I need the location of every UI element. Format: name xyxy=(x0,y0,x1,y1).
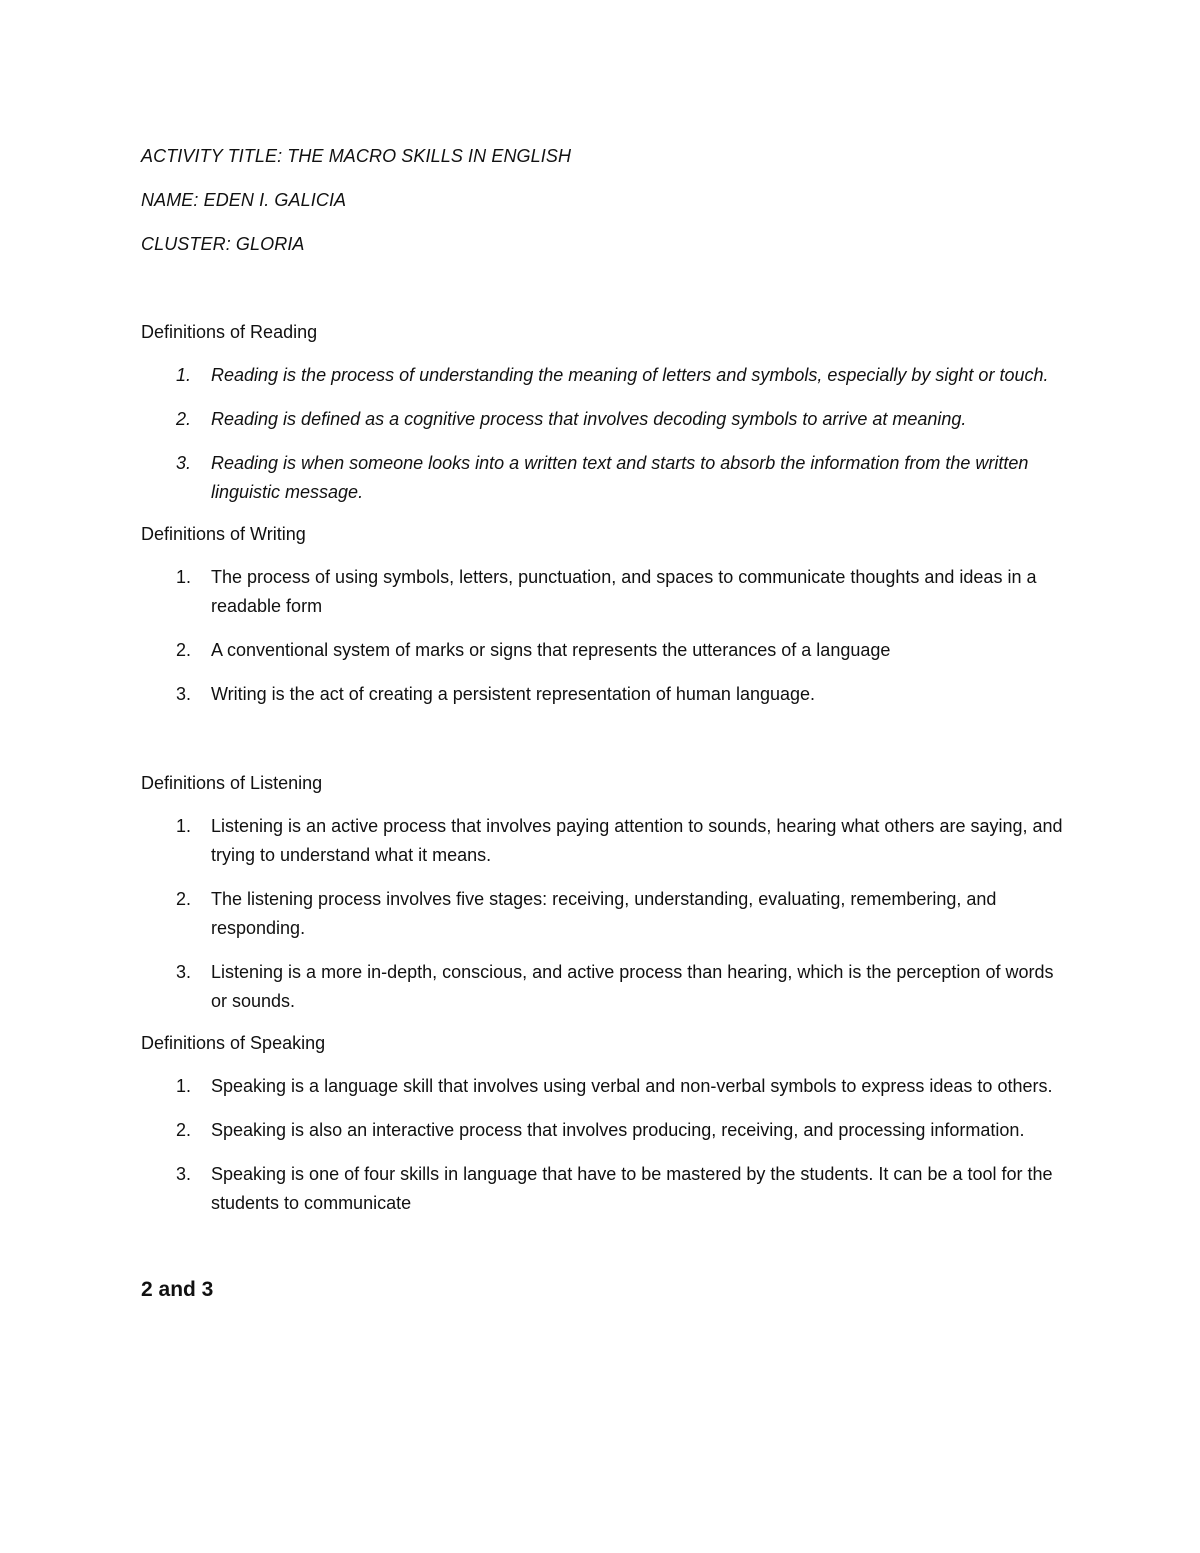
list-number: 3. xyxy=(176,453,192,473)
list-number: 2. xyxy=(176,640,192,660)
list-item-text: Reading is defined as a cognitive process that involves decoding symbols to arrive at meaning. xyxy=(211,409,967,429)
listening-definitions-list xyxy=(141,812,1071,1016)
cluster-name: CLUSTER: GLORIA xyxy=(141,234,305,254)
list-number: 1. xyxy=(176,816,192,836)
listening-section-title: Definitions of Listening xyxy=(141,773,323,793)
list-item-text: Writing is the act of creating a persistent representation of human language. xyxy=(211,684,816,704)
list-item xyxy=(141,361,1071,390)
reading-section-title: Definitions of Reading xyxy=(141,322,318,342)
list-item-text: The listening process involves five stages: receiving, understanding, evaluating, remembering, and responding. xyxy=(211,889,997,938)
list-item-text: The process of using symbols, letters, punctuation, and spaces to communicate thoughts and ideas in a readable form xyxy=(211,567,1037,616)
list-item xyxy=(141,1160,1071,1218)
speaking-section-title: Definitions of Speaking xyxy=(141,1033,326,1053)
list-item xyxy=(141,812,1071,870)
answer-note: 2 and 3 xyxy=(141,1278,214,1301)
list-number: 1. xyxy=(176,365,192,385)
speaking-definitions-list xyxy=(141,1072,1071,1218)
list-item-text: Speaking is also an interactive process that involves producing, receiving, and processing information. xyxy=(211,1120,1025,1140)
document-body xyxy=(141,143,1071,1304)
list-item-text: Speaking is one of four skills in language that have to be mastered by the students. It can be a tool for the students to communicate xyxy=(211,1164,1053,1213)
list-item-text: Reading is the process of understanding the meaning of letters and symbols, especially by sight or touch. xyxy=(211,365,1049,385)
list-item xyxy=(141,680,1071,709)
list-number: 3. xyxy=(176,1164,192,1184)
list-number: 2. xyxy=(176,1120,192,1140)
list-item xyxy=(141,885,1071,943)
list-item xyxy=(141,958,1071,1016)
list-number: 2. xyxy=(176,889,192,909)
list-item-text: Reading is when someone looks into a written text and starts to absorb the information from the written linguistic message. xyxy=(211,453,1029,502)
list-item xyxy=(141,1072,1071,1101)
activity-title: ACTIVITY TITLE: THE MACRO SKILLS IN ENGLISH xyxy=(141,146,572,166)
list-item-text: Listening is a more in-depth, conscious, and active process than hearing, which is the perception of words or sounds. xyxy=(211,962,1054,1011)
list-item xyxy=(141,1116,1071,1145)
writing-definitions-list xyxy=(141,563,1071,709)
list-item xyxy=(141,449,1071,507)
list-number: 3. xyxy=(176,962,192,982)
student-name: NAME: EDEN I. GALICIA xyxy=(141,190,347,210)
list-number: 3. xyxy=(176,684,192,704)
list-number: 1. xyxy=(176,1076,192,1096)
writing-section-title: Definitions of Writing xyxy=(141,524,306,544)
list-item xyxy=(141,636,1071,665)
list-item xyxy=(141,405,1071,434)
list-item-text: A conventional system of marks or signs that represents the utterances of a language xyxy=(211,640,891,660)
list-number: 2. xyxy=(176,409,192,429)
list-item-text: Speaking is a language skill that involves using verbal and non-verbal symbols to express ideas to others. xyxy=(211,1076,1053,1096)
list-number: 1. xyxy=(176,567,192,587)
reading-definitions-list xyxy=(141,361,1071,507)
list-item-text: Listening is an active process that involves paying attention to sounds, hearing what others are saying, and trying to understand what it means. xyxy=(211,816,1063,865)
list-item xyxy=(141,563,1071,621)
